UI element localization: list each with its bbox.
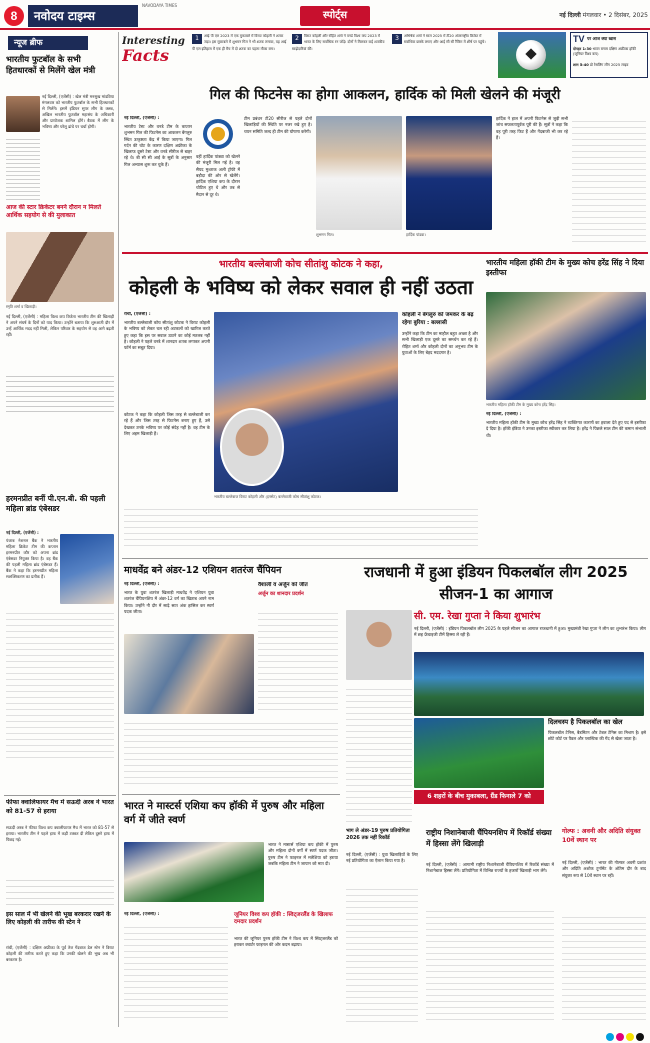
paper-name: नवोदय टाइम्स (28, 5, 138, 27)
tv-heading: पर आज क्या खास (587, 36, 616, 41)
shooting-headline: राष्ट्रीय निशानेबाजी चैंपियनशिप में रिकॉर्ड संख्या में हिस्सा लेंगे खिलाड़ी (426, 828, 552, 848)
pickleball-story (344, 562, 648, 824)
cricketer-caption: स्मृति शर्मा व खिलाड़ी। (6, 304, 37, 309)
junior-body: भारत की जूनियर पुरुष हॉकी टीम ने विश्व कप में स्विट्जरलैंड को हराकर क्वार्टर फाइनल की ओर कदम बढ़ाया। (234, 936, 338, 948)
hockey-coach-story (484, 256, 648, 476)
golf-story (560, 826, 648, 1026)
u19-story (344, 826, 420, 1026)
junior-hockey-story (122, 910, 230, 1026)
registration-marks (0, 1031, 650, 1043)
tv-box (570, 32, 648, 78)
fifa-body: सऊदी अरब ने फीफा विश्व कप क्वालीफायर मैच में भारत को 81-57 से हराया। भारतीय टीम ने पहले हाफ में कड़ी टक्कर दी लेकिन दूसरे हाफ में पिछड़ गई। (6, 825, 114, 842)
chess-story (122, 562, 340, 792)
rekha-gupta-photo (346, 610, 412, 680)
hockey-caption: भारतीय महिला हॉकी टीम के मुख्य कोच हरेंद्र सिंह। (486, 402, 556, 407)
hockey-headline: भारतीय महिला हॉकी टीम के मुख्य कोच हरेंद्र सिंह ने दिया इस्तीफा (486, 258, 645, 277)
gill-body-1: भारतीय टेस्ट और वनडे टीम के कप्तान शुभमन गिल की फिटनेस का आकलन बेंगलुरु स्थित उत्कृष्टता केंद्र में किया जाएगा। गिल गर्दन की चोट के कारण दक्षिण अफ्रीका के खिलाफ दूसरे टेस्ट और वनडे सीरीज से बाहर रहे थे। बी सी सी आई के सूत्रों के अनुसार गिल अभ्यास शुरू कर चुके हैं। (124, 124, 192, 167)
kohli-caption: भारतीय बल्लेबाज विराट कोहली और (इनसेट) बल्लेबाजी कोच सीतांशु कोटक। (214, 494, 321, 499)
divider (122, 558, 648, 559)
u19-headline: भाग ले अंडर-19 पुरुष प्रतियोगिता 2026 तक नहीं रिकॉर्ड (346, 828, 410, 841)
gill-byline: नई दिल्ली, (एजेंसी) : (124, 116, 160, 121)
kohli-byline: रांची, (एजेंसी) : (124, 312, 151, 317)
tv-program: भारत बनाम दक्षिण अफ्रीका हॉकी (जूनियर विश्व कप) (573, 47, 636, 57)
fact-item-2 (292, 34, 388, 76)
gill-story (122, 80, 648, 250)
harmanpreet-story (4, 490, 116, 780)
gill-body-2: वहीं हार्दिक पांड्या को खेलने की मंजूरी मिल गई है। वह सैयद मुश्ताक अली ट्रॉफी में बड़ौदा की ओर से खेलेंगे। हार्दिक एशिया कप के दौरान चोटिल हुए थे और तब से मैदान से दूर थे। (196, 154, 240, 197)
pickleball-side-headline: दिलचस्प है पिकलबॉल का खेल (548, 718, 623, 726)
minister-photo (6, 96, 40, 132)
gill-text-filler (572, 116, 646, 244)
hardik-photo (406, 116, 492, 230)
football-image (498, 32, 566, 78)
fact-text: विराट कोहली और रोहित शर्मा ने वनडे विश्व कप 2023 में भारत के लिए सर्वाधिक रन जोड़े। दोनों ने मिलकर कई शतकीय साझेदारियां कीं। (292, 34, 385, 51)
section-title: स्पोर्ट्स (300, 6, 370, 26)
kotak-inset-photo (220, 408, 284, 486)
kohli-body-3: उन्होंने कहा कि टीम का माहौल बहुत अच्छा है और सभी खिलाड़ी एक दूसरे का समर्थन कर रहे हैं। रोहित शर्मा और कोहली दोनों का अनुभव टीम के युवाओं के लिए बेहद मददगार है। (402, 331, 478, 355)
fifa-text-filler (6, 875, 114, 905)
pickleball-side-body: पिकलबॉल टेनिस, बैडमिंटन और टेबल टेनिस का मिश्रण है। इसे छोटे कोर्ट पर पैडल और प्लास्टिक की गेंद से खेला जाता है। (548, 730, 646, 742)
golf-body: नई दिल्ली, (एजेंसी) : भारत की गोल्फर अवनी प्रशांत और अदिति अशोक टूर्नामेंट के अंतिम दौर के बाद संयुक्त रूप से 10वें स्थान पर रहीं। (562, 860, 646, 878)
pickleball-match-photo (414, 718, 544, 788)
tv-time: दोपहर 1:30 (573, 47, 592, 51)
hockey-byline: नई दिल्ली, (एजेंसी) : (486, 412, 522, 417)
harmanpreet-body: पंजाब नेशनल बैंक ने भारतीय महिला क्रिकेट टीम की कप्तान हरमनप्रीत कौर को अपना ब्रांड एंबेसडर नियुक्त किया है। वह बैंक की पहली महिला ब्रांड एंबेसडर हैं। बैंक ने कहा कि हरमनप्रीत महिला सशक्तिकरण का प्रतीक हैं। (6, 538, 58, 579)
kohli-body-1: भारतीय बल्लेबाजी कोच सीतांशु कोटक ने विराट कोहली के भविष्य को लेकर चल रही अटकलों को खारिज करते हुए कहा कि इस पर सवाल उठाने का कोई मतलब नहीं है। कोहली ने पहले वनडे में शानदार शतक लगाकर अपनी फॉर्म का सबूत दिया। (124, 320, 210, 351)
gill-caption: शुभमन गिल। (316, 232, 334, 237)
fact-number: 2 (292, 34, 302, 44)
fact-number: 3 (392, 34, 402, 44)
tv-program: प्रो रेसलिंग लीग 2025 लाइव (589, 63, 629, 67)
pickleball-body: नई दिल्ली, (एजेंसी) : इंडियन पिकलबॉल लीग 2025 के पहले सीजन का आगाज राजधानी में हुआ। मुख्यमंत्री रेखा गुप्ता ने लीग का शुभारंभ किया। लीग में छह फ्रेंचाइजी टीमें हिस्सा ले रही हैं। (414, 626, 646, 638)
fifa-story (4, 795, 116, 1027)
chess-subhead-2: अर्जुन का शानदार प्रदर्शन (258, 591, 304, 597)
shooting-text-filler (426, 906, 554, 1024)
chess-body: भारत के युवा शतरंज खिलाड़ी माधवेंद्र ने एशियन युवा शतरंज चैंपियनशिप में अंडर-12 वर्ग का खिताब अपने नाम किया। उन्होंने नौ दौर में साढ़े सात अंक हासिल कर स्वर्ण पदक जीता। (124, 590, 214, 614)
shooting-story (424, 826, 556, 1026)
facts-title (122, 36, 190, 76)
masthead (0, 0, 650, 30)
kohli-body-2: कोटक ने कहा कि कोहली जिस तरह से बल्लेबाजी कर रहे हैं और जिस तरह से फिटनेस बनाए हुए हैं, उसे देखकर उनके भविष्य पर कोई संदेह नहीं है। वह टीम के लिए अहम खिलाड़ी हैं। (124, 412, 210, 436)
hockey-body: भारतीय महिला हॉकी टीम के मुख्य कोच हरेंद्र सिंह ने व्यक्तिगत कारणों का हवाला देते हुए पद से इस्तीफा दे दिया है। हॉकी इंडिया ने उनका इस्तीफा स्वीकार कर लिया है। हरेंद्र ने पिछले साल टीम की कमान संभाली थी। (486, 420, 646, 438)
cricketer-photo (6, 232, 114, 302)
tv-row (573, 47, 647, 58)
tv-row (573, 63, 647, 68)
gill-photo (316, 116, 402, 230)
kohli-subbox (402, 312, 478, 492)
pickleball-banner: 6 शहरों के बीच मुकाबला, ग्रैंड फिनाले 7 को (414, 790, 544, 804)
gill-headline: गिल की फिटनेस का होगा आकलन, हार्दिक को मिली खेलने की मंजूरी (209, 87, 561, 103)
column-divider (118, 32, 119, 1027)
brief-headline-1: भारतीय फुटबॉल के सभी हितधारकों से मिलेंगे खेल मंत्री (6, 54, 96, 75)
brief-text-filler (6, 372, 114, 412)
harmanpreet-text-filler (6, 608, 114, 758)
junior-headline: जूनियर विश्व कप हॉकी : स्विट्जरलैंड के खिलाफ दमदार प्रदर्शन (234, 912, 333, 926)
facts-title-b: Facts (122, 46, 169, 65)
date: मंगलवार • 2 दिसंबर, 2025 (582, 12, 648, 19)
masters-hockey-body: भारत ने मास्टर्स एशिया कप हॉकी में पुरुष और महिला दोनों वर्गों में स्वर्ण पदक जीता। पुरुष टीम ने फाइनल में मलेशिया को हराया जबकि महिला टीम ने जापान को मात दी। (268, 842, 338, 866)
pickleball-headline: राजधानी में हुआ इंडियन पिकलबॉल लीग 2025 सीजन-1 का आगाज (364, 564, 628, 603)
junior-text-filler (124, 922, 228, 1022)
tv-label: TV (573, 34, 585, 44)
section-rule (122, 252, 648, 254)
yellow-dot (626, 1033, 634, 1041)
bcci-logo (196, 116, 240, 152)
chess-byline: नई दिल्ली, (एजेंसी) : (124, 582, 160, 587)
kohli-text-filler (124, 504, 478, 548)
golf-text-filler (562, 912, 646, 1024)
magenta-dot (616, 1033, 624, 1041)
gill-body-4: हार्दिक ने हाल में अपनी फिटनेस से जुड़ी सभी जांच सफलतापूर्वक पूरी की हैं। सूत्रों ने कहा कि वह पूरी तरह फिट हैं और गेंदबाजी भी कर रहे हैं। (496, 116, 568, 140)
stein-headline: इस साल में भी खेलने की भूख बरकरार रखने के लिए कोहली की तारीफ की स्टेन ने (6, 911, 111, 926)
news-brief (4, 32, 116, 532)
divider (4, 795, 116, 796)
brief-label: न्यूज ब्रीफ (8, 36, 88, 50)
pickleball-court-photo (414, 652, 644, 716)
harmanpreet-headline: हरमनप्रीत बनीं पी.एन.बी. की पहली महिला ब्रांड एंबेसडर (6, 494, 106, 513)
brief-body-1: नई दिल्ली, (एजेंसी) : खेल मंत्री मनसुख मांडविया मंगलवार को भारतीय फुटबॉल के सभी हितधारकों से मिलेंगे। इसमें इंडियन सुपर लीग के क्लब, अखिल भारतीय फुटबॉल महासंघ के अधिकारी और प्रायोजक शामिल होंगे। बैठक में लीग के भविष्य और घरेलू ढांचे पर चर्चा होगी। (42, 94, 114, 129)
bcci-logo-icon (196, 116, 240, 152)
chess-headline: माधवेंद्र बने अंडर-12 एशियन शतरंज चैंपियन (124, 565, 282, 576)
fact-number: 1 (192, 34, 202, 44)
chess-subhead: वैशाली व अर्जुन को जीत (258, 582, 308, 588)
u19-body: नई दिल्ली, (एजेंसी) : युवा खिलाड़ियों के लिए नई प्रतियोगिता का ऐलान किया गया है। (346, 852, 418, 864)
stein-body: रांची, (एजेंसी) : दक्षिण अफ्रीका के पूर्व तेज गेंदबाज डेल स्टेन ने विराट कोहली की तारीफ करते हुए कहा कि उनकी खेलने की भूख अब भी बरकरार है। (6, 945, 114, 962)
page-number: 8 (4, 6, 24, 26)
kohli-kicker: भारतीय बल्लेबाजी कोच सीतांशु कोटक ने कहा, (218, 259, 384, 270)
masters-hockey-byline: नई दिल्ली, (एजेंसी) : (124, 912, 160, 917)
chess-text-filler (124, 718, 338, 788)
masthead-rule (0, 28, 650, 30)
pickleball-subhead: सी. एम. रेखा गुप्ता ने किया शुभारंभ (414, 611, 541, 622)
black-dot (636, 1033, 644, 1041)
tv-time: शाम 5:40 (573, 63, 589, 67)
masters-hockey-story (122, 798, 340, 908)
cyan-dot (606, 1033, 614, 1041)
pickleball-sidebox (548, 718, 646, 818)
masters-hockey-photo (124, 842, 264, 902)
harmanpreet-photo (60, 534, 114, 604)
kohli-subhead: कोहली ने बेंगलुरु को जमकर के बढ़ रहेगा बुरिया : बल्लासी (402, 312, 474, 326)
fact-item-3 (392, 34, 492, 76)
gill-body-3: टीम प्रबंधन टी20 सीरीज से पहले दोनों खिलाड़ियों की स्थिति पर नजर रखे हुए है। चयन समिति जल्द ही टीम की घोषणा करेगी। (244, 116, 312, 134)
kohli-story (122, 256, 480, 556)
shooting-body: नई दिल्ली, (एजेंसी) : आगामी राष्ट्रीय निशानेबाजी चैंपियनशिप में रिकॉर्ड संख्या में निशानेबाज हिस्सा लेंगे। प्रतियोगिता में विभिन्न राज्यों के हजारों खिलाड़ी भाग लेंगे। (426, 862, 554, 874)
fact-item-1 (192, 34, 288, 76)
masters-hockey-headline: भारत ने मास्टर्स एशिया कप हॉकी में पुरुष और महिला वर्ग में जीते स्वर्ण (124, 801, 325, 826)
fact-text: अभिषेक शर्मा ने साल 2025 में टी20 अंतरराष्ट्रीय क्रिकेट में सर्वाधिक छक्के लगाए और आई सी सी रैंकिंग में शीर्ष पर पहुंचे। (404, 34, 486, 45)
pickleball-text-filler (346, 684, 412, 822)
u19-text-filler (346, 884, 418, 1024)
divider (122, 794, 340, 795)
kohli-headline: कोहली के भविष्य को लेकर सवाल ही नहीं उठता (128, 276, 474, 299)
facts-strip (120, 32, 568, 78)
brief-body-1b (6, 136, 40, 200)
junior-wc-story (232, 910, 340, 1026)
city: नई दिल्ली (559, 12, 581, 19)
kohli-photo (214, 312, 398, 492)
brief-body-2: नई दिल्ली, (एजेंसी) : महिला विश्व कप विजेता भारतीय टीम की खिलाड़ी ने अपने संघर्ष के दिनों को याद किया। उन्होंने बताया कि शुरुआती दौर में उन्हें आर्थिक मदद नहीं मिली, लेकिन परिवार के सहयोग से वह आगे बढ़ती रहीं। (6, 314, 114, 337)
harmanpreet-byline: नई दिल्ली, (एजेंसी) : (6, 530, 39, 535)
golf-headline: गोल्फ : अवनी और अदिति संयुक्त 10वें स्थान पर (562, 828, 641, 844)
brief-headline-2: आज की स्टार क्रिकेटर बनने दौरान न मिलते आर्थिक सहयोग से की मुलाकात (6, 204, 102, 219)
fifa-headline: फीफा क्वालिफायर मैच में सऊदी अरब ने भारत को 81-57 से हराया (6, 799, 114, 815)
football-icon (516, 40, 546, 70)
paper-name-small: NAVODAYA TIMES (142, 3, 178, 8)
chess-text-filler-2 (258, 608, 338, 714)
harendra-photo (486, 292, 646, 400)
dateline (498, 11, 648, 23)
madhavendra-photo (124, 634, 254, 714)
hardik-caption: हार्दिक पांड्या। (406, 232, 426, 237)
fact-text: आई पी एल 2023 में एक मुकाबले में विराट कोहली ने शतक जड़ा। इस मुकाबले में शुभमन गिल ने भी शतक लगाया, यह आई पी एल इतिहास में एक ही मैच में दो शतक का पहला मौका बना। (192, 34, 287, 51)
facts-title-a: Interesting (122, 36, 185, 47)
